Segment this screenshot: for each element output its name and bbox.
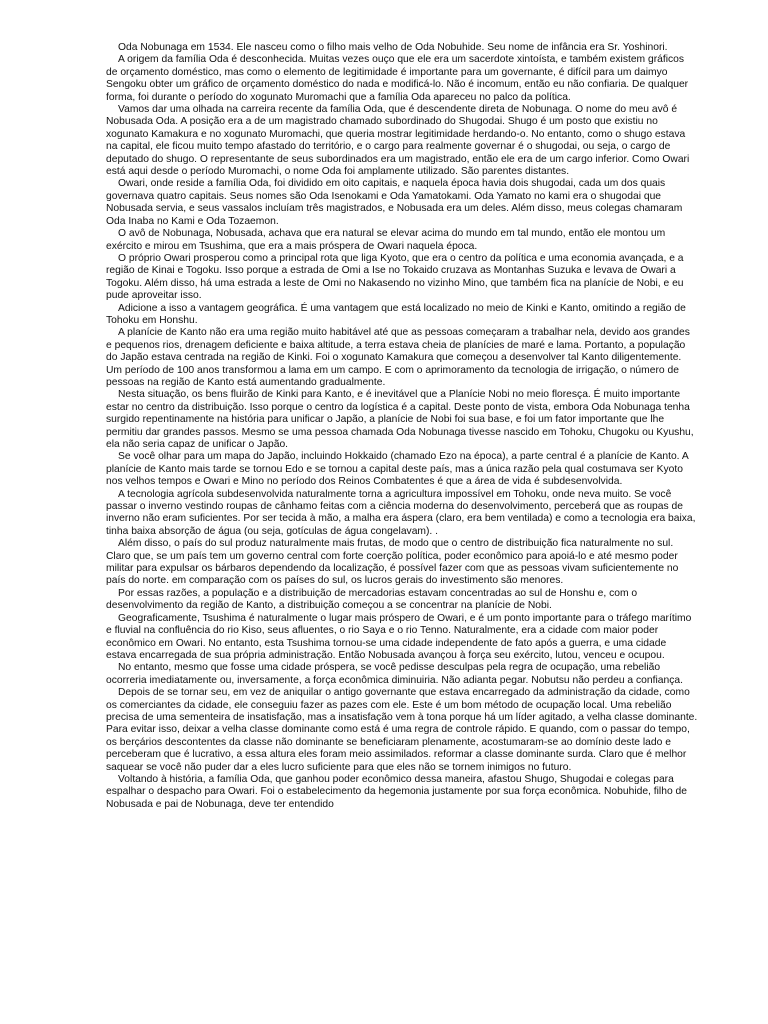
paragraph-14: Geograficamente, Tsushima é naturalmente o lugar mais próspero de Owari, e é um ponto importante para o tráfego marítimo e fluvial na confluência do rio Kiso, seus afluentes, o rio Saya e o rio Tenno. Naturalmente, era a cidade com maior poder econômico em Owari. No entanto, esta Tsushima tornou-se uma cidade independente de fato após a guerra, e uma cidade estava encarregada de sua própria administração. Então Nobusada avançou à força seu exército, lutou, venceu e ocupou. bbox=[106, 612, 692, 661]
paragraph-7: Adicione a isso a vantagem geográfica. É uma vantagem que está localizado no meio de Kinki e Kanto, omitindo a região de Tohoku em Honshu. bbox=[106, 302, 686, 326]
paragraph-15: No entanto, mesmo que fosse uma cidade próspera, se você pedisse desculpas pela regra de ocupação, uma rebelião ocorreria imediatamente ou, inversamente, a força econômica diminuiria. Não adianta pegar. Nobutsu não perdeu a confiança. bbox=[106, 662, 683, 686]
paragraph-1: Oda Nobunaga em 1534. Ele nasceu como o filho mais velho de Oda Nobuhide. Seu nome de infância era Sr. Yoshinori. bbox=[118, 42, 668, 53]
paragraph-12: Além disso, o país do sul produz naturalmente mais frutas, de modo que o centro de distribuição fica naturalmente no sul. Claro que, se um país tem um governo central com forte coerção política, poder econômico para apoiá-lo e até mesmo poder militar para expulsar os bárbaros dependendo da localização, é possível fazer com que as pessoas vivam suficientemente no país do norte. em comparação com os países do sul, os lucros gerais do investimento são menores. bbox=[106, 538, 679, 587]
paragraph-3: Vamos dar uma olhada na carreira recente da família Oda, que é descendente direta de Nobunaga. O nome do meu avô é Nobusada Oda. A posição era a de um magistrado chamado subordinado do Shugodai. Shugo é um posto que existiu no xogunato Kamakura e no xogunato Muromachi, que queria mostrar legitimidade herdando-o. No entanto, como o shugo estava na capital, ele ficou muito tempo afastado do território, e o cargo para realmente governar é o shugodai, ou seja, o cargo de deputado do shugo. O representante de seus subordinados era um magistrado, então ele era de um cargo inferior. Como Owari está aqui desde o período Muromachi, o nome Oda foi amplamente utilizado. São parentes distantes. bbox=[106, 104, 690, 178]
paragraph-2: A origem da família Oda é desconhecida. Muitas vezes ouço que ele era um sacerdote xintoísta, e também existem gráficos de orçamento doméstico, mas como o elemento de legitimidade é importante para um governante, é difícil para um daimyo Sengoku obter um gráfico de orçamento doméstico do nada e modificá-lo. Não é incomum, então eu não confiaria. De qualquer forma, foi durante o período do xogunato Muromachi que a família Oda apareceu no palco da política. bbox=[106, 54, 689, 103]
paragraph-9: Nesta situação, os bens fluirão de Kinki para Kanto, e é inevitável que a Planície Nobi no meio floresça. É muito importante estar no centro da distribuição. Isso porque o centro da logística é a capital. Deste ponto de vista, embora Oda Nobunaga tenha surgido repentinamente na história para unificar o Japão, a planície de Nobi foi sua base, e foi um fator importante que lhe permitiu dar grandes passos. Mesmo se uma pessoa chamada Oda Nobunaga tivesse nascido em Tohoku, Chugoku ou Kyushu, ela não seria capaz de unificar o Japão. bbox=[106, 389, 694, 450]
paragraph-11: A tecnologia agrícola subdesenvolvida naturalmente torna a agricultura impossível em Tohoku, onde neva muito. Se você passar o inverno vestindo roupas de cânhamo feitas com a ciência moderna do desenvolvimento, perceberá que as roupas de inverno não eram suficientes. Por ser tecida à mão, a malha era áspera (claro, era bem ventilada) e como a tecnologia era baixa, tinha baixa absorção de água (ou seja, gotículas de água congelavam). . bbox=[106, 488, 696, 537]
paragraph-17: Voltando à história, a família Oda, que ganhou poder econômico dessa maneira, afastou Shugo, Shugodai e colegas para espalhar o despacho para Owari. Foi o estabelecimento da hegemonia justamente por sua força econômica. Nobuhide, filho de Nobusada e pai de Nobunaga, deve ter entendido bbox=[106, 773, 687, 810]
paragraph-6: O próprio Owari prosperou como a principal rota que liga Kyoto, que era o centro da política e uma economia avançada, e a região de Kinai e Togoku. Isso porque a estrada de Omi a Ise no Tokaido cruzava as Montanhas Suzuka e levava de Owari a Togoku. Além disso, há uma estrada a leste de Omi no Nakasendo no vizinho Mino, que também fica na planície de Nobi, e eu pude aproveitar isso. bbox=[106, 252, 684, 302]
paragraph-5: O avô de Nobunaga, Nobusada, achava que era natural se elevar acima do mundo em tal mundo, então ele montou um exército e mirou em Tsushima, que era a mais próspera de Owari naquela época. bbox=[106, 228, 666, 252]
paragraph-13: Por essas razões, a população e a distribuição de mercadorias estavam concentradas ao sul de Honshu e, com o desenvolvimento da região de Kanto, a distribuição começou a se concentrar na planície de Nobi. bbox=[106, 587, 638, 612]
paragraph-4: Owari, onde reside a família Oda, foi dividido em oito capitais, e naquela época havia dois shugodai, cada um dos quais governava quatro capitais. Seus nomes são Oda Isenokami e Oda Yamatokami. Oda Yamato no kami era o shugodai que Nobusada servia, e seus vassalos incluíam três magistrados, e Nobusada era um deles. Além disso, meus colegas chamaram Oda Inaba no Kami e Oda Tozaemon. bbox=[106, 178, 683, 227]
paragraph-8: A planície de Kanto não era uma região muito habitável até que as pessoas começaram a trabalhar nela, devido aos grandes e pequenos rios, drenagem deficiente e baixa altitude, a terra estava cheia de planícies de maré e lama. Portanto, a população do Japão estava centrada na região de Kinki. Foi o xogunato Kamakura que começou a desenvolver tal Kanto diligentemente. Um período de 100 anos transformou a lama em um campo. E com o aprimoramento da tecnologia de irrigação, o número de pessoas na região de Kanto está aumentando gradualmente. bbox=[106, 327, 690, 388]
paragraph-10: Se você olhar para um mapa do Japão, incluindo Hokkaido (chamado Ezo na época), a parte central é a planície de Kanto. A planície de Kanto mais tarde se tornou Edo e se tornou a capital deste país, mas a única razão pela qual costumava ser Kyoto nos velhos tempos e Owari e Mino no período dos Reinos Combatentes é que a área de vida é subdesenvolvida. bbox=[106, 451, 689, 488]
paragraph-16: Depois de se tornar seu, em vez de aniquilar o antigo governante que estava encarregado da administração da cidade, como os comerciantes da cidade, ele conseguiu fazer as pazes com ele. Este é um bom método de ocupação local. Uma rebelião precisa de uma sementeira de insatisfação, mas a insatisfação vem à tona porque há um líder agitado, a velha classe dominante. Para evitar isso, deixar a velha classe dominante como está é uma regra de controle rápido. E quando, com o passar do tempo, os berçários descontentes da classe não dominante se beneficiaram plenamente, acostumaram-se ao domínio deste lado e perceberam que é lucrativo, a essa altura eles foram meio assimilados. reformar a classe dominante surda. Claro que é melhor saquear se você não puder dar a eles lucro suficiente para que eles não se tornem inimigos no futuro. bbox=[106, 687, 698, 773]
